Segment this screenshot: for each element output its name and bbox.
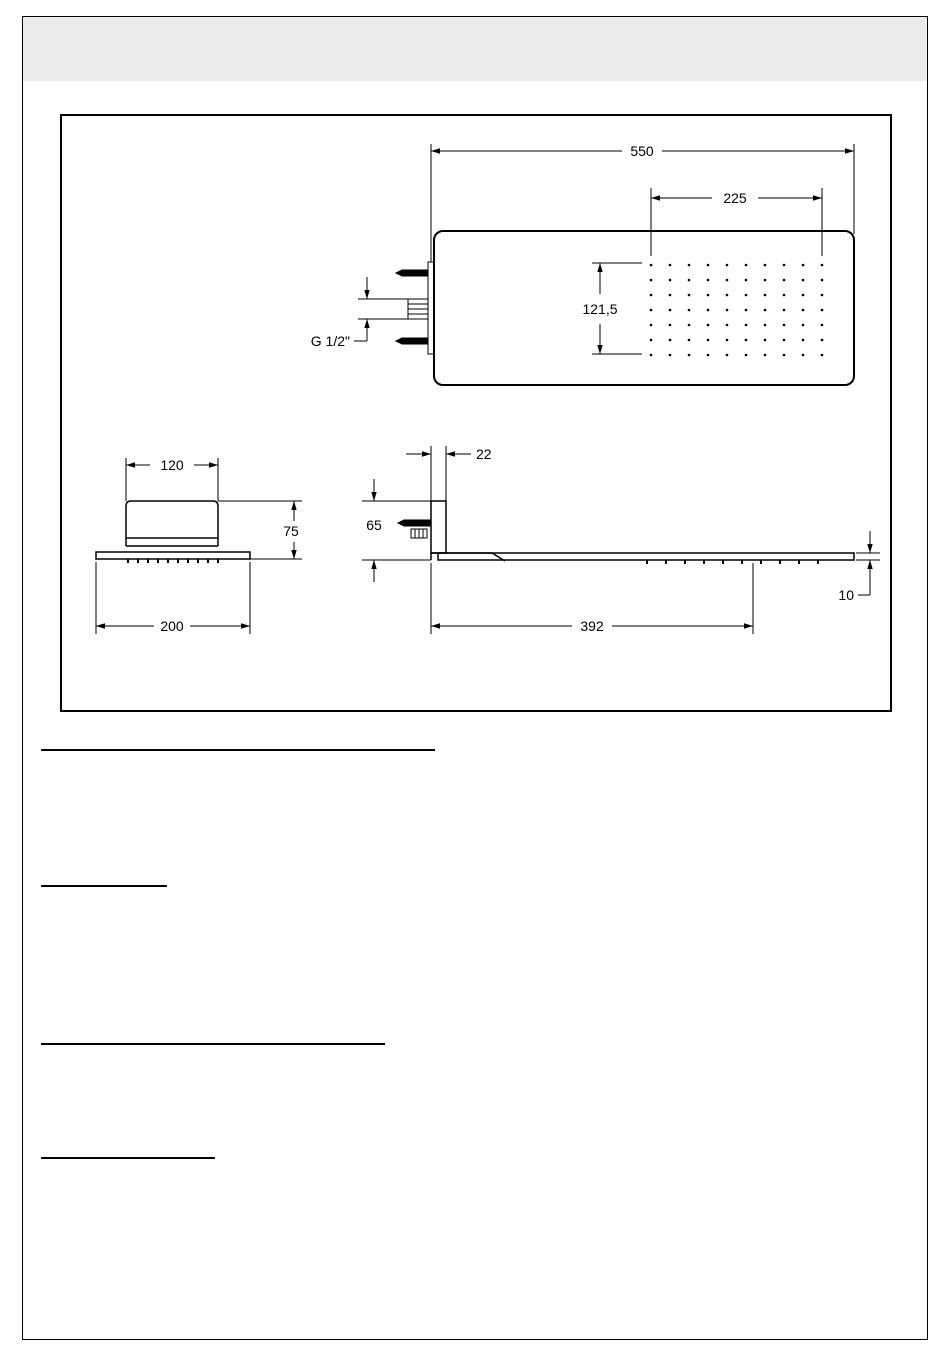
drawing-canvas — [62, 116, 890, 710]
nozzle-dot — [821, 324, 824, 327]
nozzle-dot — [821, 294, 824, 297]
nozzle-dot — [726, 339, 729, 342]
nozzle-dot — [821, 339, 824, 342]
nozzle-tick — [187, 559, 189, 563]
nozzle-dot — [650, 309, 653, 312]
plate-outline-top — [434, 231, 854, 385]
technical-drawing — [60, 114, 892, 712]
nozzle-dot — [802, 354, 805, 357]
nozzle-dot — [764, 294, 767, 297]
dim-bracket-depth: 22 — [476, 446, 492, 462]
dim-connection-thread: G 1/2" — [310, 333, 350, 349]
nozzle-dot — [745, 309, 748, 312]
nozzle-tick — [157, 559, 159, 563]
screw-side — [398, 520, 430, 538]
nozzle-dot — [802, 294, 805, 297]
nozzle-dot — [650, 324, 653, 327]
dim-plate-width: 200 — [160, 618, 184, 634]
nozzle-dot — [764, 279, 767, 282]
dim-mount-height: 65 — [366, 517, 382, 533]
nozzle-dot — [745, 264, 748, 267]
side-view — [362, 446, 880, 634]
plate-outline-front — [96, 552, 250, 559]
front-view — [96, 458, 302, 634]
nozzle-dot — [669, 309, 672, 312]
nozzle-dot — [821, 309, 824, 312]
nozzle-tick — [207, 559, 209, 563]
nozzle-tick — [177, 559, 179, 563]
nozzle-dot — [726, 264, 729, 267]
nozzle-dot — [764, 264, 767, 267]
nozzle-tick — [760, 560, 762, 564]
nozzle-dot — [688, 324, 691, 327]
nozzle-dot — [745, 324, 748, 327]
document-sheet — [22, 16, 928, 1340]
nozzle-tick — [137, 559, 139, 563]
section-rule-4 — [41, 1157, 215, 1159]
nozzle-dot — [669, 354, 672, 357]
nozzle-dot — [802, 264, 805, 267]
screw-upper — [396, 270, 428, 276]
dim-bracket-width: 120 — [160, 457, 184, 473]
top-view — [354, 144, 854, 385]
nozzle-dot — [783, 309, 786, 312]
nozzle-dot — [764, 339, 767, 342]
nozzle-dot — [745, 339, 748, 342]
nozzle-tick — [197, 559, 199, 563]
nozzle-dot — [688, 339, 691, 342]
nozzle-dot — [688, 354, 691, 357]
nozzle-dot — [764, 354, 767, 357]
nozzle-dot — [669, 339, 672, 342]
nozzle-dot — [783, 354, 786, 357]
nozzle-dot — [726, 324, 729, 327]
nozzle-dot — [707, 339, 710, 342]
nozzle-dot — [707, 279, 710, 282]
nozzle-dot — [669, 264, 672, 267]
nozzle-dot — [783, 264, 786, 267]
nozzle-dot — [821, 354, 824, 357]
nozzle-dot — [764, 309, 767, 312]
nozzle-dot — [764, 324, 767, 327]
nozzle-dot — [802, 309, 805, 312]
nozzle-tick — [684, 560, 686, 564]
nozzle-dot — [650, 279, 653, 282]
nozzle-tick — [127, 559, 129, 563]
section-rule-3 — [41, 1043, 385, 1045]
nozzle-dot — [650, 294, 653, 297]
nozzle-tick — [217, 559, 219, 563]
nozzle-dot — [783, 324, 786, 327]
nozzle-tick — [665, 560, 667, 564]
nozzle-dot — [688, 264, 691, 267]
nozzle-dot — [669, 279, 672, 282]
nozzle-dot — [745, 354, 748, 357]
dim-nozzle-field-width: 121,5 — [582, 301, 618, 317]
nozzle-tick — [779, 560, 781, 564]
dim-projection: 392 — [580, 618, 604, 634]
nozzle-dot — [783, 339, 786, 342]
nozzle-dot — [688, 309, 691, 312]
nozzle-tick — [798, 560, 800, 564]
dim-bracket-height: 75 — [283, 523, 299, 539]
screw-lower — [396, 338, 428, 344]
wall-bracket-side — [431, 501, 446, 553]
dim-overall-length: 550 — [630, 143, 654, 159]
nozzle-dot — [745, 294, 748, 297]
nozzle-dot — [688, 279, 691, 282]
nozzle-dot — [783, 294, 786, 297]
nozzle-dot — [650, 354, 653, 357]
nozzle-dot — [726, 309, 729, 312]
nozzle-dot — [745, 279, 748, 282]
nozzle-dot — [726, 279, 729, 282]
nozzle-dot — [669, 324, 672, 327]
nozzle-dot — [669, 294, 672, 297]
section-rule-1 — [41, 749, 435, 751]
nozzle-dot — [802, 324, 805, 327]
nozzle-dot — [707, 324, 710, 327]
nozzle-dot — [802, 339, 805, 342]
nozzle-dot — [707, 294, 710, 297]
nozzle-tick — [703, 560, 705, 564]
header-bar — [23, 17, 927, 81]
nozzle-dot — [726, 354, 729, 357]
nozzle-dot — [650, 264, 653, 267]
dim-nozzle-field-length: 225 — [723, 190, 747, 206]
nozzle-dot — [707, 309, 710, 312]
nozzle-dot — [688, 294, 691, 297]
nozzle-tick — [646, 560, 648, 564]
nozzle-dot — [707, 264, 710, 267]
nozzle-dot — [802, 279, 805, 282]
nozzle-grid — [650, 264, 824, 357]
nozzle-tick — [147, 559, 149, 563]
nozzle-dot — [650, 339, 653, 342]
nozzle-dot — [726, 294, 729, 297]
nozzle-tick — [817, 560, 819, 564]
bracket-outline-front — [126, 501, 218, 546]
nozzle-dot — [821, 279, 824, 282]
section-rule-2 — [41, 885, 167, 887]
dim-plate-thickness: 10 — [838, 587, 854, 603]
nozzle-dot — [783, 279, 786, 282]
nozzle-tick — [722, 560, 724, 564]
nozzle-tick — [167, 559, 169, 563]
nozzle-tick — [741, 560, 743, 564]
nozzle-dot — [821, 264, 824, 267]
nozzle-dot — [707, 354, 710, 357]
